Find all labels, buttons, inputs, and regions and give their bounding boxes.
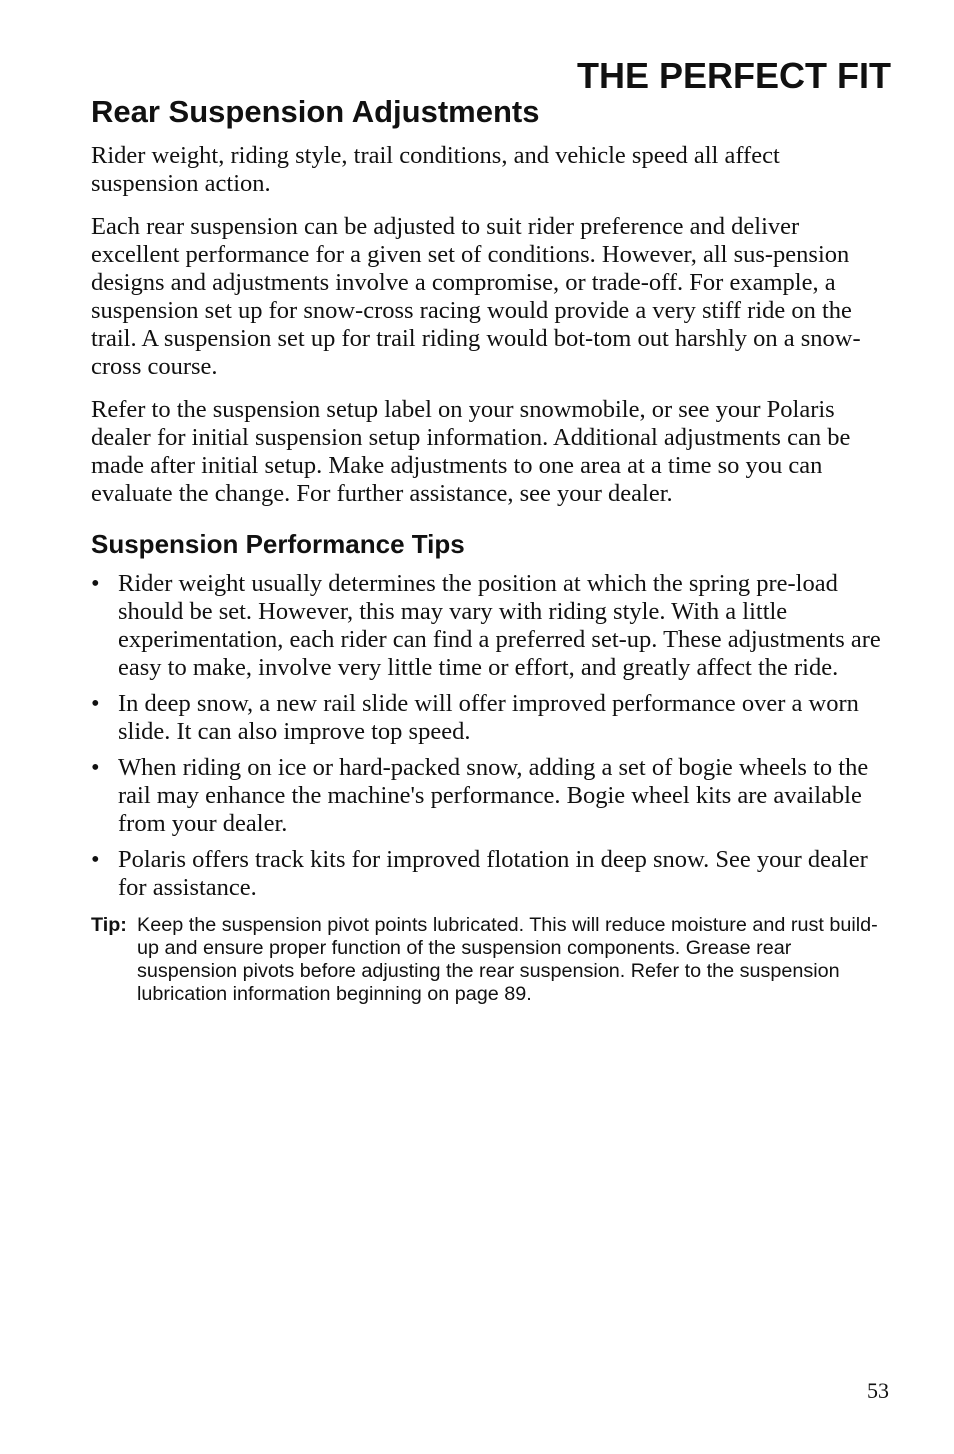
adjustment-paragraph: Each rear suspension can be adjusted to suit rider preference and deliver excellent performance for a given set of conditions. However, all sus-pension designs and adjustments involve a compromise, or trade-off. For example, a suspension set up for snow-cross racing would provide a very stiff ride on the trail. A suspension set up for trail riding would bot-tom out harshly on a snow-cross course.: [91, 213, 861, 380]
list-item: [91, 754, 891, 838]
list-item: [91, 846, 891, 902]
setup-paragraph: Refer to the suspension setup label on your snowmobile, or see your Polaris dealer for initial suspension setup information. Additional adjustments can be made after initial setup. Make adjustments to one area at a time so you can evaluate the change. For further assistance, see your dealer.: [91, 396, 851, 507]
tip-note: [91, 914, 891, 1006]
tips-subheading: Suspension Performance Tips: [91, 529, 465, 559]
intro-paragraph: Rider weight, riding style, trail conditions, and vehicle speed all affect suspension action.: [91, 142, 780, 197]
bullet-icon: •: [91, 570, 100, 597]
bullet-icon: •: [91, 846, 100, 873]
manual-page: [91, 0, 891, 1454]
page-body: [91, 142, 891, 1006]
bullet-icon: •: [91, 754, 100, 781]
tip-text: Keep the suspension pivot points lubricated. This will reduce moisture and rust build-up and ensure proper function of the suspension components. Grease rear suspension pivots before adjusting the rear suspension. Refer to the suspension lubrication information beginning on page 89.: [137, 914, 878, 1005]
list-item-text: Rider weight usually determines the position at which the spring pre-load should be set. However, this may vary with riding style. With a little experimentation, each rider can find a preferred set-up. These adjustments are easy to make, involve very little time or effort, and greatly affect the ride.: [118, 570, 881, 681]
tips-list: [91, 570, 891, 902]
list-item-text: In deep snow, a new rail slide will offer improved performance over a worn slide. It can also improve top speed.: [118, 690, 859, 745]
list-item-text: Polaris offers track kits for improved flotation in deep snow. See your dealer for assistance.: [118, 846, 868, 901]
chapter-title: THE PERFECT FIT: [577, 55, 891, 96]
list-item: [91, 690, 891, 746]
list-item-text: When riding on ice or hard-packed snow, adding a set of bogie wheels to the rail may enhance the machine's performance. Bogie wheel kits are available from your dealer.: [118, 754, 869, 837]
page-number: 53: [867, 1378, 889, 1403]
list-item: [91, 570, 891, 682]
section-title: Rear Suspension Adjustments: [91, 94, 540, 129]
tip-label: Tip:: [91, 914, 127, 936]
bullet-icon: •: [91, 690, 100, 717]
